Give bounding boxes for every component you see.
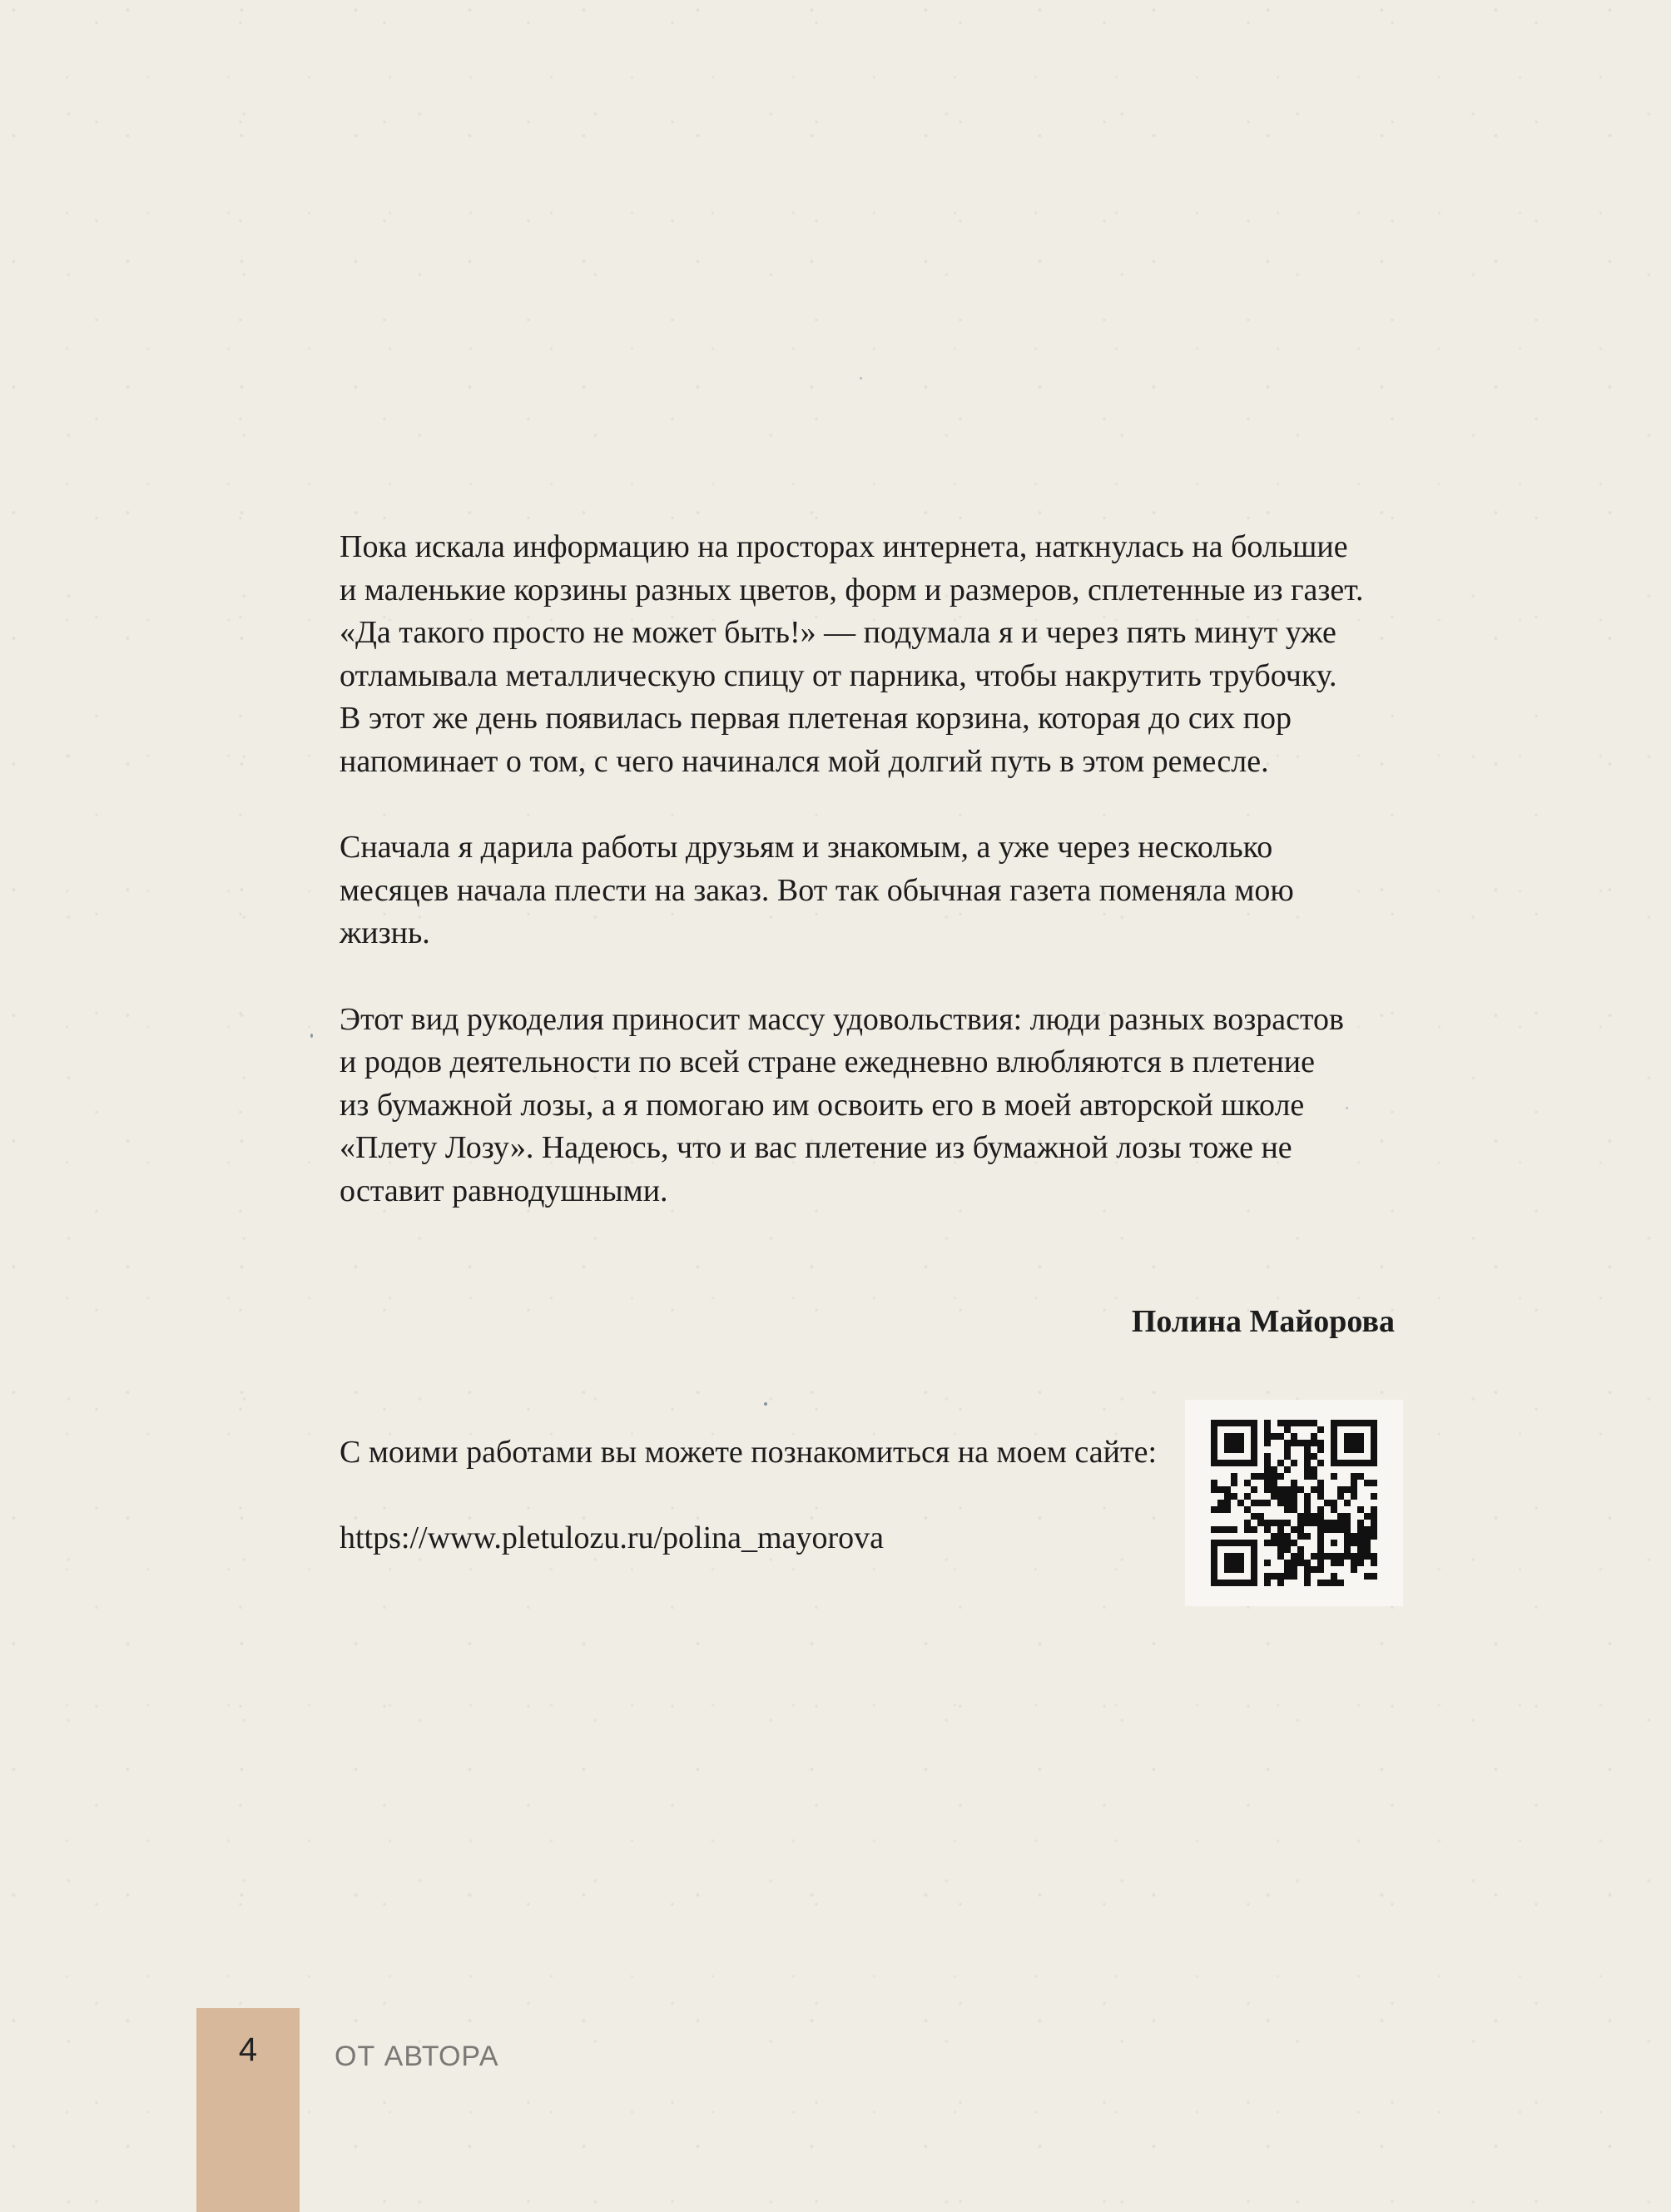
qr-code[interactable]: [1185, 1400, 1403, 1606]
author-foreword-text: [340, 526, 1413, 1256]
qr-code-icon: [1211, 1420, 1377, 1586]
text-line: Пока искала информацию на просторах интернета, наткнулась на большие: [340, 529, 1348, 564]
website-intro-text: С моими работами вы можете познакомиться на моем сайте:: [340, 1435, 1158, 1470]
text-line: жизнь.: [340, 915, 430, 950]
author-signature: Полина Майорова: [1131, 1304, 1395, 1339]
paragraph-2: [340, 826, 1413, 955]
text-line: В этот же день появилась первая плетеная корзина, которая до сих пор: [340, 701, 1292, 736]
text-line: из бумажной лозы, а я помогаю им освоить его в моей авторской школе: [340, 1087, 1305, 1123]
website-url-link[interactable]: https://www.pletulozu.ru/polina_mayorova: [340, 1520, 884, 1555]
text-line: отламывала металлическую спицу от парника, чтобы накрутить трубочку.: [340, 657, 1337, 693]
section-title: ОТ АВТОРА: [335, 2041, 499, 2072]
paper-fleck: [310, 1034, 313, 1038]
text-line: «Да такого просто не может быть!» — подумала я и через пять минут уже: [340, 615, 1336, 650]
text-line: напоминает о том, с чего начинался мой долгий путь в этом ремесле.: [340, 743, 1269, 779]
text-line: «Плету Лозу». Надеюсь, что и вас плетение из бумажной лозы тоже не: [340, 1130, 1292, 1165]
paper-fleck: [764, 1402, 767, 1406]
paragraph-3: [340, 999, 1413, 1213]
text-line: Этот вид рукоделия приносит массу удовольствия: люди разных возрастов: [340, 1001, 1344, 1037]
page-number: 4: [238, 2031, 258, 2068]
text-line: и родов деятельности по всей стране ежедневно влюбляются в плетение: [340, 1044, 1315, 1079]
paragraph-1: [340, 526, 1413, 783]
text-line: Сначала я дарила работы друзьям и знакомым, а уже через несколько: [340, 830, 1273, 865]
text-line: и маленькие корзины разных цветов, форм и размеров, сплетенные из газет.: [340, 572, 1364, 608]
paper-fleck: [860, 377, 862, 379]
text-line: оставит равнодушными.: [340, 1173, 668, 1208]
text-line: месяцев начала плести на заказ. Вот так обычная газета поменяла мою: [340, 872, 1294, 908]
